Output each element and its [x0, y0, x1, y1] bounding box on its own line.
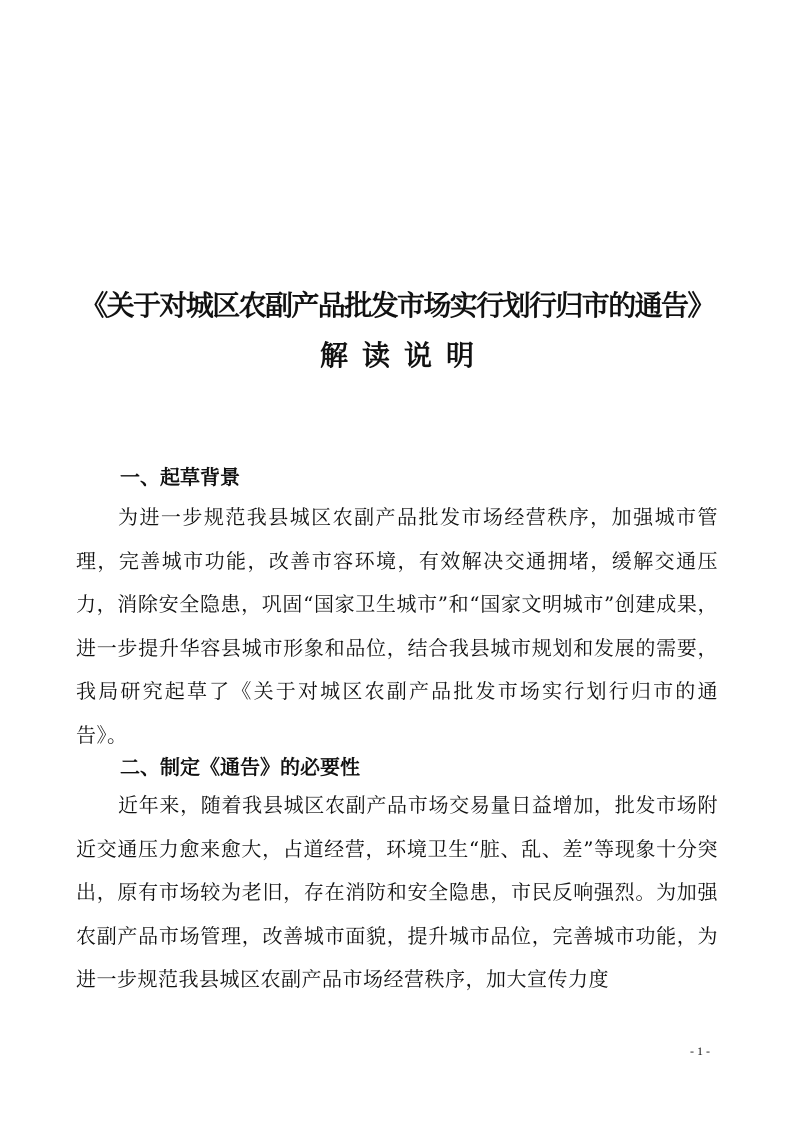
document-subtitle: 解读说明: [319, 339, 488, 372]
section-heading-background: 一、起草背景: [120, 465, 240, 489]
section-paragraph-background: 为进一步规范我县城区农副产品批发市场经营秩序，加强城市管理，完善城市功能，改善市容环境，有效解决交通拥堵，缓解交通压力，消除安全隐患，巩固“国家卫生城市”和“国家文明城市”创建成果，进一步提升华容县城市形象和品位，结合我县城市规划和发展的需要，我局研究起草了《关于对城区农副产品批发市场实行划行归市的通告》。: [76, 505, 718, 747]
section-paragraph-necessity: 近年来，随着我县城区农副产品市场交易量日益增加，批发市场附近交通压力愈来愈大，占道经营，环境卫生“脏、乱、差”等现象十分突出，原有市场较为老旧，存在消防和安全隐患，市民反响强烈。为加强农副产品市场管理，改善城市面貌，提升城市品位，完善城市功能，为进一步规范我县城区农副产品市场经营秩序，加大宣传力度: [76, 793, 718, 991]
document-title: 《关于对城区农副产品批发市场实行划行归市的通告》: [80, 289, 714, 322]
section-heading-necessity: 二、制定《通告》的必要性: [120, 755, 360, 779]
page-number: - 1 -: [690, 1044, 710, 1058]
